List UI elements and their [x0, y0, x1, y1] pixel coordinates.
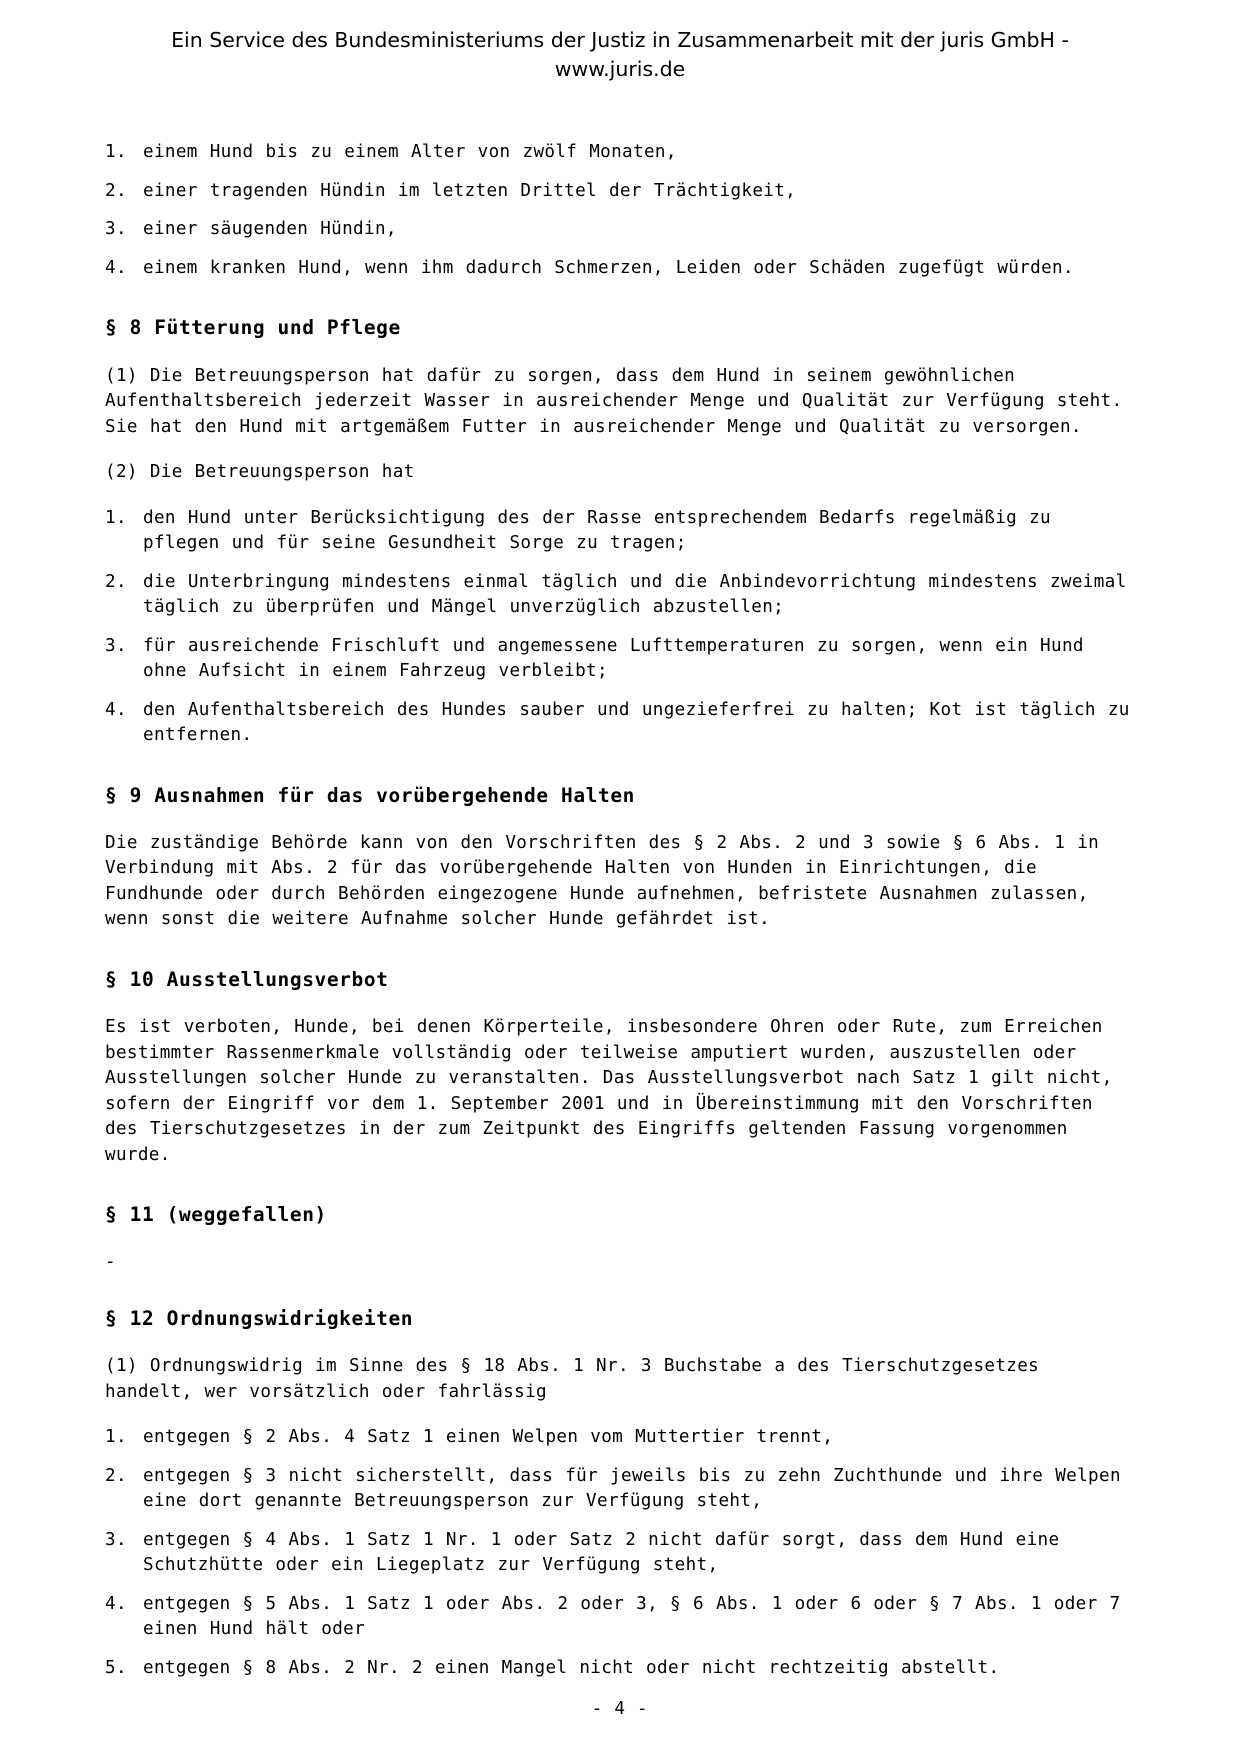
list-item-text: entgegen § 2 Abs. 4 Satz 1 einen Welpen vom Muttertier trennt,	[143, 1427, 834, 1448]
list-top	[105, 140, 1136, 281]
section-11-body: -	[105, 1252, 116, 1273]
list-item-text: entgegen § 4 Abs. 1 Satz 1 Nr. 1 oder Satz 2 nicht dafür sorgt, dass dem Hund eine Schutzhütte oder ein Liegeplatz zur Verfügung steht,	[143, 1529, 1060, 1576]
list-item	[105, 634, 1136, 685]
list-marker: 2.	[105, 1465, 127, 1486]
list-item	[105, 217, 1136, 243]
list-item	[105, 1528, 1136, 1579]
section-8-paragraph-1: (1) Die Betreuungsperson hat dafür zu sorgen, dass dem Hund in seinem gewöhnlichen Aufenthaltsbereich jederzeit Wasser in ausreichender Menge und Qualität zur Verfügung steht. Sie hat den Hund mit artgemäßem Futter in ausreichender Menge und Qualität zu versorgen.	[105, 365, 1123, 437]
list-item	[105, 256, 1136, 282]
list-item-text: den Aufenthaltsbereich des Hundes sauber und ungezieferfrei zu halten; Kot ist täglich zu entfernen.	[143, 699, 1130, 746]
list-marker: 1.	[105, 1427, 127, 1448]
list-item-text: entgegen § 3 nicht sicherstellt, dass für jeweils bis zu zehn Zuchthunde und ihre Welpen eine dort genannte Betreuungsperson zur Verfügung steht,	[143, 1465, 1121, 1512]
list-item	[105, 1592, 1136, 1643]
section-8-paragraph-2: (2) Die Betreuungsperson hat	[105, 462, 415, 483]
section-12-list	[105, 1425, 1136, 1681]
list-item-text: einem Hund bis zu einem Alter von zwölf Monaten,	[143, 142, 677, 163]
list-item	[105, 179, 1136, 205]
page-header: Ein Service des Bundesministeriums der Justiz in Zusammenarbeit mit der juris GmbH - www.juris.de	[171, 28, 1069, 82]
list-marker: 1.	[105, 142, 127, 163]
list-item	[105, 698, 1136, 749]
page-number: - 4 -	[591, 1699, 649, 1719]
list-item-text: für ausreichende Frischluft und angemessene Lufttemperaturen zu sorgen, wenn ein Hund ohne Aufsicht in einem Fahrzeug verbleibt;	[143, 635, 1084, 682]
list-marker: 5.	[105, 1657, 127, 1678]
list-item-text: einer tragenden Hündin im letzten Drittel der Trächtigkeit,	[143, 180, 797, 201]
list-marker: 3.	[105, 635, 127, 656]
list-item	[105, 1425, 1136, 1451]
list-marker: 4.	[105, 257, 127, 278]
list-item	[105, 140, 1136, 166]
list-item-text: den Hund unter Berücksichtigung des der Rasse entsprechendem Bedarfs regelmäßig zu pflegen und für seine Gesundheit Sorge zu tragen;	[143, 507, 1051, 554]
heading-section-9: § 9 Ausnahmen für das vorübergehende Halten	[105, 783, 635, 807]
list-item-text: die Unterbringung mindestens einmal täglich und die Anbindevorrichtung mindestens zweimal täglich zu überprüfen und Mängel unverzüglich abzustellen;	[143, 571, 1127, 618]
list-marker: 1.	[105, 507, 127, 528]
list-item	[105, 506, 1136, 557]
list-marker: 4.	[105, 1593, 127, 1614]
list-item-text: entgegen § 5 Abs. 1 Satz 1 oder Abs. 2 oder 3, § 6 Abs. 1 oder 6 oder § 7 Abs. 1 oder 7 einen Hund hält oder	[143, 1593, 1121, 1640]
section-12-paragraph-1: (1) Ordnungswidrig im Sinne des § 18 Abs. 1 Nr. 3 Buchstabe a des Tierschutzgesetzes handelt, wer vorsätzlich oder fahrlässig	[105, 1356, 1040, 1402]
list-item-text: entgegen § 8 Abs. 2 Nr. 2 einen Mangel nicht oder nicht rechtzeitig abstellt.	[143, 1657, 1000, 1678]
list-marker: 2.	[105, 571, 127, 592]
heading-section-10: § 10 Ausstellungsverbot	[105, 967, 389, 991]
section-10-paragraph-1: Es ist verboten, Hunde, bei denen Körperteile, insbesondere Ohren oder Rute, zum Erreichen bestimmter Rassenmerkmale vollständig oder teilweise amputiert wurden, auszustellen oder Ausstellungen solcher Hunde zu veranstalten. Das Ausstellungsverbot nach Satz 1 gilt nicht, sofern der Eingriff vor dem 1. September 2001 und in Übereinstimmung mit den Vorschriften des Tierschutzgesetzes in der zum Zeitpunkt des Eingriffs geltenden Fassung vorgenommen wurde.	[105, 1017, 1113, 1165]
list-marker: 2.	[105, 180, 127, 201]
list-marker: 3.	[105, 1529, 127, 1550]
list-marker: 4.	[105, 699, 127, 720]
list-item	[105, 570, 1136, 621]
list-item-text: einem kranken Hund, wenn ihm dadurch Schmerzen, Leiden oder Schäden zugefügt würden.	[143, 257, 1074, 278]
list-marker: 3.	[105, 219, 127, 240]
heading-section-8: § 8 Fütterung und Pflege	[105, 316, 401, 340]
section-9-paragraph-1: Die zuständige Behörde kann von den Vorschriften des § 2 Abs. 2 und 3 sowie § 6 Abs. 1 in Verbindung mit Abs. 2 für das vorübergehende Halten von Hunden in Einrichtungen, die Fundhunde oder durch Behörden eingezogene Hunde aufnehmen, befristete Ausnahmen zulassen, wenn sonst die weitere Aufnahme solcher Hunde gefährdet ist.	[105, 832, 1100, 930]
list-item-text: einer säugenden Hündin,	[143, 219, 397, 240]
heading-section-12: § 12 Ordnungswidrigkeiten	[105, 1306, 414, 1330]
list-item	[105, 1656, 1136, 1682]
heading-section-11: § 11 (weggefallen)	[105, 1203, 327, 1227]
section-8-list	[105, 506, 1136, 749]
list-item	[105, 1464, 1136, 1515]
document-body	[104, 140, 1136, 1681]
